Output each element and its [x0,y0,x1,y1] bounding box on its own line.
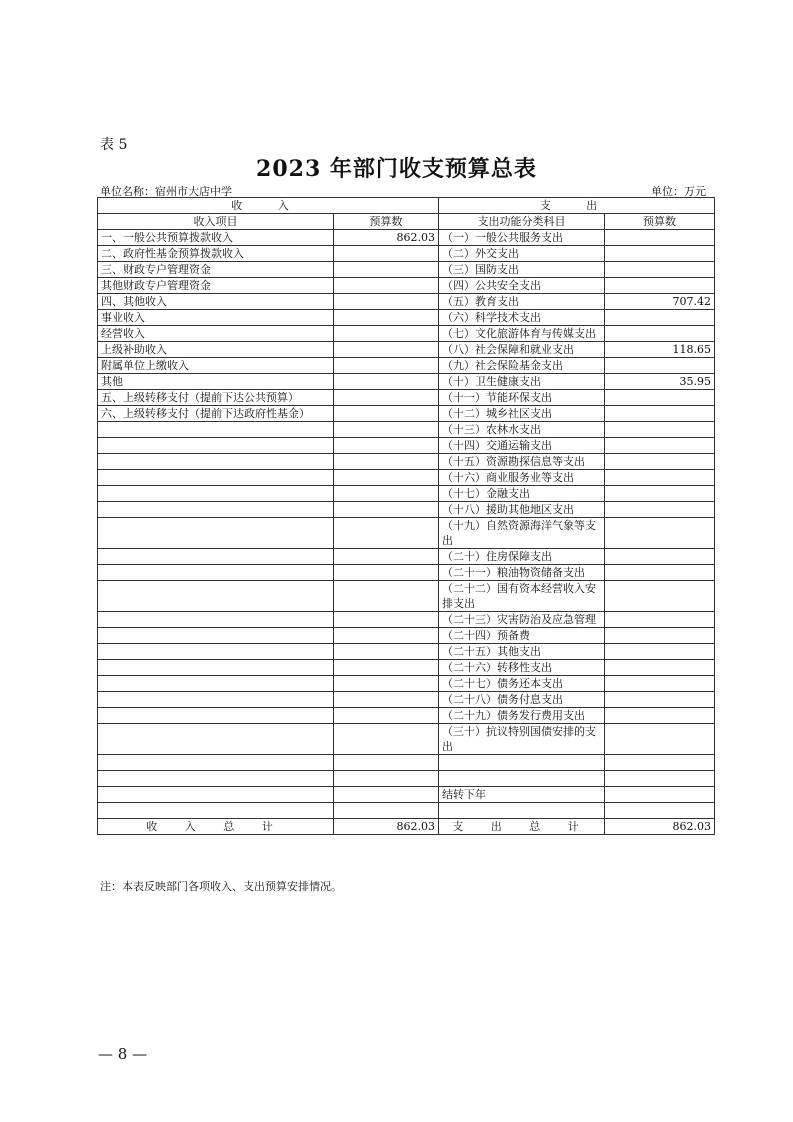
expense-value-cell [605,708,715,724]
expense-value-cell [605,518,715,549]
expense-item-cell: （十三）农林水支出 [439,422,605,438]
page-title: 2023 年部门收支预算总表 [256,156,537,182]
expense-value-cell [605,310,715,326]
income-value-cell [334,374,439,390]
expense-value-cell [605,262,715,278]
income-value-cell [334,628,439,644]
expense-total-value: 862.03 [605,819,715,835]
income-value-cell [334,518,439,549]
expense-value-cell [605,246,715,262]
income-value-cell [334,724,439,755]
expense-value-cell [605,278,715,294]
income-item-cell: 四、其他收入 [98,294,334,310]
expense-item-cell: （九）社会保险基金支出 [439,358,605,374]
expense-item-cell: （六）科学技术支出 [439,310,605,326]
income-item-cell [98,422,334,438]
expense-item-cell: （十四）交通运输支出 [439,438,605,454]
income-value-cell [334,390,439,406]
income-total-label-cell [98,819,334,835]
expense-value-cell [605,787,715,803]
expense-value-cell: 707.42 [605,294,715,310]
income-value-cell [334,787,439,803]
expense-item-cell: （三）国防支出 [439,262,605,278]
budget-table [97,197,715,835]
income-value-cell [334,676,439,692]
income-value-cell: 862.03 [334,230,439,246]
expense-item-cell: （三十）抗议特别国债安排的支出 [439,724,605,755]
expense-item-cell [439,771,605,787]
expense-section-header [439,198,715,214]
income-item-header: 收入项目 [98,214,334,230]
income-item-cell [98,565,334,581]
income-item-cell [98,612,334,628]
income-item-cell [98,724,334,755]
income-item-cell [98,628,334,644]
expense-item-cell: （十九）自然资源海洋气象等支出 [439,518,605,549]
table-row [98,787,715,803]
table-row [98,406,715,422]
income-item-cell: 五、上级转移支付（提前下达公共预算） [98,390,334,406]
income-value-cell [334,326,439,342]
expense-item-cell: （二十一）粮油物资储备支出 [439,565,605,581]
expense-item-cell: （十六）商业服务业等支出 [439,470,605,486]
expense-amount-header: 预算数 [605,214,715,230]
table-row [98,438,715,454]
expense-item-cell: （一）一般公共服务支出 [439,230,605,246]
table-row [98,230,715,246]
expense-value-cell [605,390,715,406]
income-item-cell [98,470,334,486]
unit-name: 单位名称：宿州市大店中学 [100,185,232,198]
income-value-cell [334,755,439,771]
income-total-label: 收 入 总 计 [146,820,285,833]
table-row [98,358,715,374]
table-row [98,518,715,549]
income-item-cell [98,454,334,470]
table-row [98,422,715,438]
expense-value-cell [605,470,715,486]
income-amount-header: 预算数 [334,214,439,230]
income-value-cell [334,310,439,326]
income-item-cell [98,676,334,692]
expense-item-cell: （十一）节能环保支出 [439,390,605,406]
expense-value-cell [605,422,715,438]
table-row [98,660,715,676]
income-value-cell [334,660,439,676]
expense-value-cell [605,771,715,787]
expense-item-cell: （十七）金融支出 [439,486,605,502]
income-item-cell [98,438,334,454]
header-row-sections [98,198,715,214]
table-row [98,549,715,565]
income-item-cell: 上级补助收入 [98,342,334,358]
expense-total-label-cell [439,819,605,835]
expense-section-label: 支 出 [539,199,614,212]
income-value-cell [334,708,439,724]
expense-item-cell: （二十五）其他支出 [439,644,605,660]
income-section-label: 收 入 [231,199,305,212]
income-value-cell [334,565,439,581]
expense-item-cell: 结转下年 [439,787,605,803]
expense-item-cell: （二十二）国有资本经营收入安排支出 [439,581,605,612]
expense-value-cell [605,692,715,708]
table-row [98,502,715,518]
income-value-cell [334,612,439,628]
income-item-cell [98,755,334,771]
table-row [98,755,715,771]
table-row [98,581,715,612]
income-value-cell [334,422,439,438]
table-row [98,262,715,278]
expense-item-cell: （二十）住房保障支出 [439,549,605,565]
expense-item-cell: （二十九）债务发行费用支出 [439,708,605,724]
income-item-cell [98,771,334,787]
income-value-cell [334,358,439,374]
income-item-cell: 经营收入 [98,326,334,342]
expense-item-cell [439,803,605,819]
income-value-cell [334,406,439,422]
expense-value-cell [605,755,715,771]
income-item-cell: 附属单位上缴收入 [98,358,334,374]
unit-label: 单位：万元 [651,185,706,198]
income-value-cell [334,581,439,612]
income-item-cell [98,644,334,660]
expense-value-cell [605,628,715,644]
expense-value-cell [605,502,715,518]
expense-item-cell: （十）卫生健康支出 [439,374,605,390]
income-value-cell [334,692,439,708]
income-item-cell: 其他 [98,374,334,390]
expense-item-cell: （二十七）债务还本支出 [439,676,605,692]
income-value-cell [334,246,439,262]
income-item-cell [98,486,334,502]
income-value-cell [334,294,439,310]
expense-value-cell [605,565,715,581]
expense-item-cell: （二十六）转移性支出 [439,660,605,676]
table-row [98,771,715,787]
expense-value-cell [605,406,715,422]
expense-item-cell: （二十四）预备费 [439,628,605,644]
expense-item-cell: （八）社会保障和就业支出 [439,342,605,358]
table-row [98,374,715,390]
expense-value-cell [605,581,715,612]
income-value-cell [334,644,439,660]
table-row [98,342,715,358]
income-item-cell [98,518,334,549]
totals-row [98,819,715,835]
header-row-columns [98,214,715,230]
expense-item-cell: （五）教育支出 [439,294,605,310]
expense-value-cell [605,612,715,628]
income-item-cell [98,549,334,565]
table-row [98,278,715,294]
income-item-cell: 二、政府性基金预算拨款收入 [98,246,334,262]
expense-value-cell [605,724,715,755]
table-row [98,803,715,819]
income-value-cell [334,454,439,470]
expense-item-cell: （十八）援助其他地区支出 [439,502,605,518]
income-value-cell [334,502,439,518]
table-row [98,470,715,486]
expense-value-cell: 35.95 [605,374,715,390]
table-row [98,565,715,581]
expense-value-cell [605,644,715,660]
expense-item-cell: （二十三）灾害防治及应急管理 [439,612,605,628]
table-row [98,390,715,406]
income-value-cell [334,549,439,565]
table-row [98,486,715,502]
income-item-cell [98,660,334,676]
income-item-cell [98,692,334,708]
income-item-cell: 其他财政专户管理资金 [98,278,334,294]
income-value-cell [334,803,439,819]
income-item-cell [98,708,334,724]
expense-value-cell [605,549,715,565]
income-value-cell [334,342,439,358]
expense-value-cell [605,230,715,246]
expense-value-cell [605,326,715,342]
table-row [98,708,715,724]
income-item-cell [98,502,334,518]
expense-total-label: 支 出 总 计 [452,820,591,833]
expense-item-cell: （四）公共安全支出 [439,278,605,294]
expense-value-cell [605,486,715,502]
expense-value-cell: 118.65 [605,342,715,358]
income-section-header [98,198,439,214]
expense-item-cell: （十二）城乡社区支出 [439,406,605,422]
expense-value-cell [605,660,715,676]
income-item-cell [98,803,334,819]
expense-item-cell: （七）文化旅游体育与传媒支出 [439,326,605,342]
table-row [98,628,715,644]
table-row [98,294,715,310]
table-row [98,724,715,755]
income-value-cell [334,278,439,294]
income-item-cell: 事业收入 [98,310,334,326]
table-row [98,644,715,660]
income-item-cell [98,581,334,612]
table-row [98,326,715,342]
expense-value-cell [605,803,715,819]
table-row [98,454,715,470]
expense-value-cell [605,676,715,692]
expense-item-cell: （二十八）债务付息支出 [439,692,605,708]
expense-item-cell: （十五）资源勘探信息等支出 [439,454,605,470]
income-value-cell [334,262,439,278]
income-item-cell: 一、一般公共预算拨款收入 [98,230,334,246]
table-row [98,246,715,262]
income-value-cell [334,470,439,486]
income-total-value: 862.03 [334,819,439,835]
expense-item-cell: （二）外交支出 [439,246,605,262]
expense-value-cell [605,438,715,454]
income-item-cell: 六、上级转移支付（提前下达政府性基金） [98,406,334,422]
income-value-cell [334,771,439,787]
expense-item-cell [439,755,605,771]
expense-value-cell [605,454,715,470]
table-number: 表 5 [100,137,128,153]
page-number: — 8 — [98,1045,148,1063]
table-row [98,692,715,708]
income-item-cell: 三、财政专户管理资金 [98,262,334,278]
footnote: 注：本表反映部门各项收入、支出预算安排情况。 [100,880,342,893]
table-row [98,310,715,326]
income-item-cell [98,787,334,803]
income-value-cell [334,486,439,502]
expense-value-cell [605,358,715,374]
table-row [98,676,715,692]
income-value-cell [334,438,439,454]
expense-item-header: 支出功能分类科目 [439,214,605,230]
table-row [98,612,715,628]
